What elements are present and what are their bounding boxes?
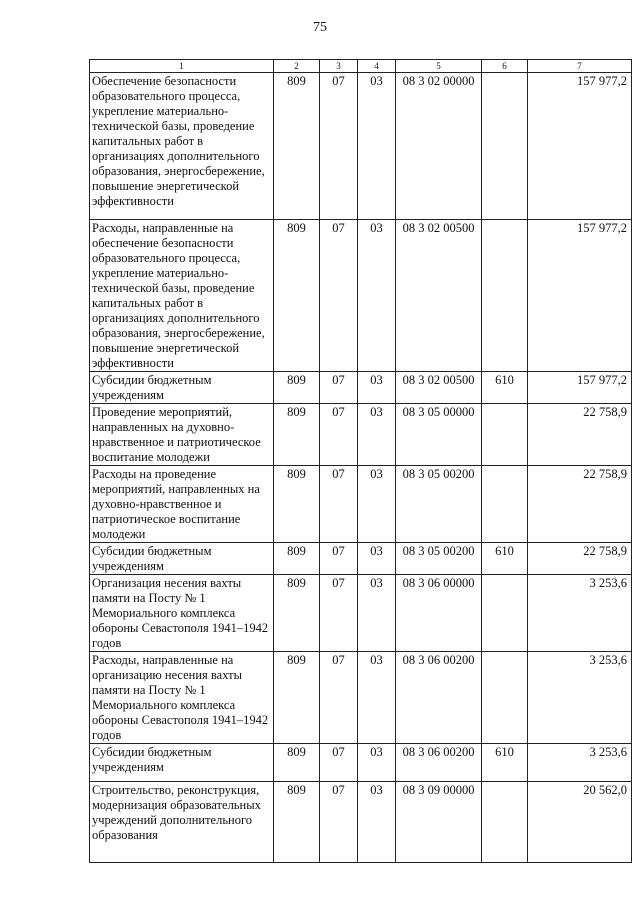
table-row <box>90 466 632 543</box>
cell-section: 07 <box>320 744 358 782</box>
cell-expense-type <box>482 466 528 543</box>
column-header: 5 <box>396 60 482 73</box>
column-header: 6 <box>482 60 528 73</box>
row-name: Расходы, направленные на организацию несения вахты памяти на Посту № 1 Мемориального комплекса обороны Севастополя 1941–1942 годов <box>90 652 274 744</box>
cell-amount: 3 253,6 <box>528 652 632 744</box>
cell-ministry: 809 <box>274 73 320 220</box>
table-row <box>90 575 632 652</box>
cell-section: 07 <box>320 404 358 466</box>
cell-expense-type <box>482 782 528 863</box>
cell-ministry: 809 <box>274 543 320 575</box>
table-row <box>90 73 632 220</box>
cell-amount: 20 562,0 <box>528 782 632 863</box>
cell-subsection: 03 <box>358 575 396 652</box>
row-name: Расходы на проведение мероприятий, направленных на духовно-нравственное и патриотическое воспитание молодежи <box>90 466 274 543</box>
table-row <box>90 404 632 466</box>
column-header: 3 <box>320 60 358 73</box>
cell-amount: 3 253,6 <box>528 575 632 652</box>
row-name: Расходы, направленные на обеспечение безопасности образовательного процесса, укрепление материально-технической базы, проведение капитальных работ в организациях дополнительного образования, энергосбережение, повышение энергетической эффективности <box>90 220 274 372</box>
table-row <box>90 744 632 782</box>
cell-subsection: 03 <box>358 744 396 782</box>
cell-target-article: 08 3 02 00500 <box>396 372 482 404</box>
cell-ministry: 809 <box>274 575 320 652</box>
page-number: 75 <box>313 20 327 35</box>
cell-ministry: 809 <box>274 744 320 782</box>
cell-expense-type: 610 <box>482 543 528 575</box>
cell-section: 07 <box>320 575 358 652</box>
column-header: 1 <box>90 60 274 73</box>
budget-table <box>89 59 632 863</box>
cell-section: 07 <box>320 652 358 744</box>
cell-amount: 157 977,2 <box>528 73 632 220</box>
cell-subsection: 03 <box>358 220 396 372</box>
cell-ministry: 809 <box>274 782 320 863</box>
row-name: Проведение мероприятий, направленных на духовно-нравственное и патриотическое воспитание молодежи <box>90 404 274 466</box>
row-name: Субсидии бюджетным учреждениям <box>90 372 274 404</box>
cell-subsection: 03 <box>358 466 396 543</box>
row-name: Субсидии бюджетным учреждениям <box>90 543 274 575</box>
cell-target-article: 08 3 05 00200 <box>396 466 482 543</box>
cell-ministry: 809 <box>274 220 320 372</box>
cell-expense-type: 610 <box>482 744 528 782</box>
cell-subsection: 03 <box>358 404 396 466</box>
column-header: 2 <box>274 60 320 73</box>
cell-expense-type <box>482 404 528 466</box>
cell-amount: 22 758,9 <box>528 543 632 575</box>
cell-amount: 157 977,2 <box>528 220 632 372</box>
table-row <box>90 220 632 372</box>
row-name: Обеспечение безопасности образовательного процесса, укрепление материально-технической базы, проведение капитальных работ в организациях дополнительного образования, энергосбережение, повышение энергетической эффективности <box>90 73 274 220</box>
cell-subsection: 03 <box>358 652 396 744</box>
cell-ministry: 809 <box>274 652 320 744</box>
cell-subsection: 03 <box>358 543 396 575</box>
cell-expense-type <box>482 73 528 220</box>
row-name: Организация несения вахты памяти на Посту № 1 Мемориального комплекса обороны Севастополя 1941–1942 годов <box>90 575 274 652</box>
table-row <box>90 372 632 404</box>
cell-amount: 3 253,6 <box>528 744 632 782</box>
cell-target-article: 08 3 05 00000 <box>396 404 482 466</box>
cell-target-article: 08 3 06 00200 <box>396 744 482 782</box>
cell-expense-type <box>482 652 528 744</box>
cell-section: 07 <box>320 220 358 372</box>
cell-subsection: 03 <box>358 372 396 404</box>
cell-ministry: 809 <box>274 372 320 404</box>
cell-target-article: 08 3 09 00000 <box>396 782 482 863</box>
cell-ministry: 809 <box>274 466 320 543</box>
cell-ministry: 809 <box>274 404 320 466</box>
cell-amount: 22 758,9 <box>528 404 632 466</box>
cell-target-article: 08 3 06 00000 <box>396 575 482 652</box>
cell-section: 07 <box>320 372 358 404</box>
cell-section: 07 <box>320 466 358 543</box>
cell-section: 07 <box>320 543 358 575</box>
row-name: Субсидии бюджетным учреждениям <box>90 744 274 782</box>
cell-target-article: 08 3 05 00200 <box>396 543 482 575</box>
table-row <box>90 652 632 744</box>
cell-subsection: 03 <box>358 73 396 220</box>
cell-subsection: 03 <box>358 782 396 863</box>
cell-expense-type <box>482 220 528 372</box>
table-row <box>90 782 632 863</box>
table-row <box>90 543 632 575</box>
cell-amount: 157 977,2 <box>528 372 632 404</box>
row-name: Строительство, реконструкция, модернизация образовательных учреждений дополнительного образования <box>90 782 274 863</box>
cell-target-article: 08 3 06 00200 <box>396 652 482 744</box>
cell-section: 07 <box>320 782 358 863</box>
cell-amount: 22 758,9 <box>528 466 632 543</box>
column-header: 7 <box>528 60 632 73</box>
header-row <box>90 60 632 73</box>
cell-section: 07 <box>320 73 358 220</box>
cell-target-article: 08 3 02 00000 <box>396 73 482 220</box>
cell-expense-type <box>482 575 528 652</box>
cell-expense-type: 610 <box>482 372 528 404</box>
column-header: 4 <box>358 60 396 73</box>
cell-target-article: 08 3 02 00500 <box>396 220 482 372</box>
